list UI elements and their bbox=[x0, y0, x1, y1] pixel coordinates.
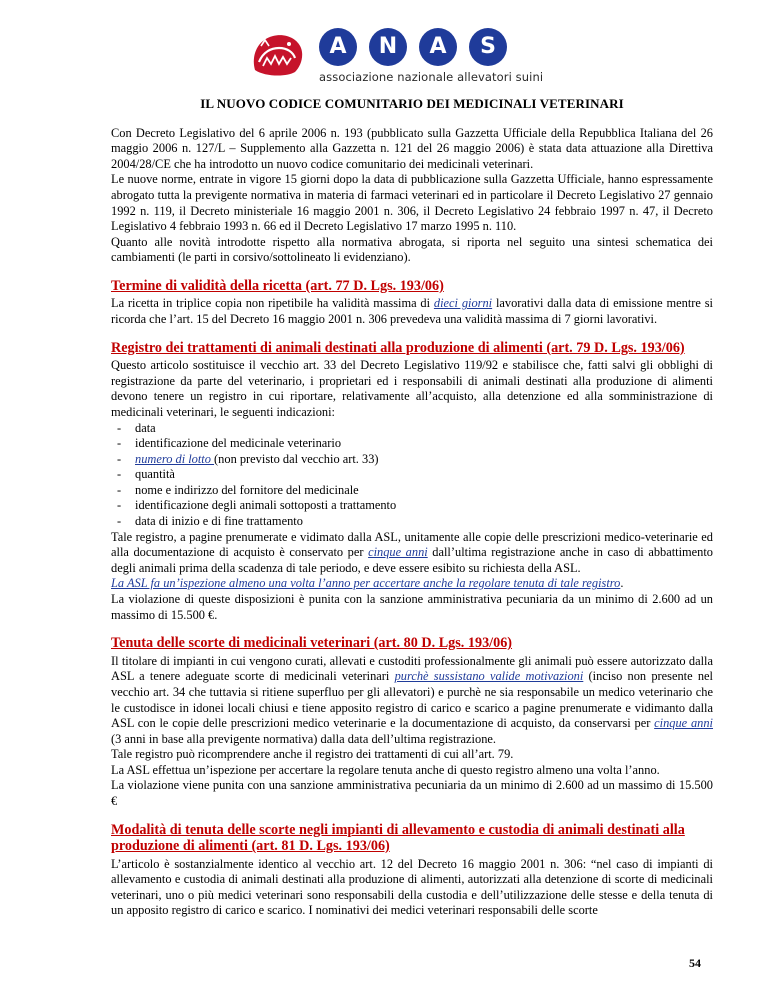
emphasis-text: purchè sussistano valide motivazioni bbox=[394, 669, 584, 684]
list-item bbox=[111, 421, 713, 437]
section-heading-registro-trattamenti: Registro dei trattamenti di animali destinati alla produzione di alimenti (art. 79 D. Lgs. 193/06) bbox=[111, 339, 685, 356]
text-span: La ricetta in triplice copia non ripetibile ha validità massima di bbox=[111, 296, 434, 311]
section-paragraph-validita-ricetta bbox=[111, 296, 713, 327]
section-paragraph-registro-sanzione: La violazione di queste disposizioni è punita con la sanzione amministrativa pecuniaria da un minimo di 2.600 ad un massimo di 15.500 €. bbox=[111, 592, 713, 622]
list-item-text: identificazione del medicinale veterinario bbox=[135, 436, 342, 451]
intro-paragraph-1: Con Decreto Legislativo del 6 aprile 2006 n. 193 (pubblicato sulla Gazzetta Ufficiale della Repubblica Italiana del 26 maggio 2006 n. 127/L – Supplemento alla Gazzetta n. 121 del 26 maggio 2006) è stata data attuazione alla Direttiva 2004/28/CE che ha introdotto un nuovo codice comunitario dei medicinali veterinari. bbox=[111, 125, 713, 171]
section-paragraph-modalita-tenuta: L’articolo è sostanzialmente identico al vecchio art. 12 del Decreto 16 maggio 2001 n. 306: “nel caso di impianti di allevamento e custodia di animali destinati alla produzione di alimenti, autorizzati alla detenzione di scorte di medicinali veterinari, uno o più medici veterinari sono responsabili della custodia e dell’utilizzazione delle stesse e della tenuta di un apposito registro di carico e scarico. I nominativi dei medici veterinari responsabili delle scorte bbox=[111, 856, 713, 918]
list-dash: - bbox=[117, 498, 122, 513]
emphasis-text: dieci giorni bbox=[433, 296, 493, 311]
list-item-text: quantità bbox=[135, 467, 175, 482]
intro-paragraph-2: Le nuove norme, entrate in vigore 15 giorni dopo la data di pubblicazione sulla Gazzetta Ufficiale, hanno espressamente abrogato tutta la previgente normativa in materia di farmaci veterinari ed in particolare il Decreto Legislativo 27 gennaio 1992 n. 119, il Decreto ministeriale 16 maggio 2001 n. 306, il Decreto Legislativo 24 febbraio 1997 n. 47, il Decreto Legislativo 4 febbraio 1993 n. 66 ed il Decreto Legislativo 17 marzo 1995 n. 110. bbox=[111, 172, 713, 234]
document-title: IL NUOVO CODICE COMUNITARIO DEI MEDICINALI VETERINARI bbox=[200, 96, 624, 111]
intro-paragraph-3: Quanto alle novità introdotte rispetto alla normativa abrogata, si riporta nel seguito una sintesi schematica dei cambiamenti (le parti in corsivo/sottolineato li evidenziano). bbox=[111, 234, 713, 265]
list-item-text: identificazione degli animali sottoposti a trattamento bbox=[135, 498, 397, 513]
logo-letter-s: S bbox=[469, 28, 507, 66]
emphasis-text: La ASL fa un’ispezione almeno una volta l’anno per accertare anche la regolare tenuta di tale registro bbox=[111, 576, 621, 591]
section-paragraph-registro-conservazione bbox=[111, 530, 713, 577]
list-item-text: data di inizio e di fine trattamento bbox=[135, 514, 303, 529]
section-paragraph-registro-ispezione bbox=[111, 576, 713, 592]
logo-letter-n: N bbox=[369, 28, 407, 66]
list-dash: - bbox=[117, 436, 122, 451]
list-dash: - bbox=[117, 467, 122, 482]
page-number: 54 bbox=[689, 956, 701, 970]
list-item bbox=[111, 452, 713, 468]
logo-letter-a1: A bbox=[319, 28, 357, 66]
logo-subtitle: associazione nazionale allevatori suini bbox=[319, 70, 544, 84]
list-item bbox=[111, 483, 713, 499]
section-paragraph-tenuta-ispezione: La ASL effettua un’ispezione per accertare la regolare tenuta anche di questo registro almeno una volta l’anno. bbox=[111, 762, 660, 777]
list-dash: - bbox=[117, 514, 122, 529]
list-item bbox=[111, 467, 713, 483]
list-dash: - bbox=[117, 451, 122, 466]
text-span: dall’ultima registrazione anche in caso di abbattimento degli animali prima della scadenza di tale periodo, e deve essere esibito su richiesta della ASL. bbox=[111, 545, 714, 575]
text-span: Tale registro, a pagine prenumerate e vidimato dalla ASL, unitamente alle copie delle prescrizioni medico-veterinarie ed alla documentazione di acquisto è conservato per bbox=[111, 529, 713, 560]
section-heading-modalita-tenuta: Modalità di tenuta delle scorte negli impianti di allevamento e custodia di animali destinati alla produzione di alimenti (art. 81 D. Lgs. 193/06) bbox=[111, 821, 685, 855]
logo-letter-a2: A bbox=[419, 28, 457, 66]
list-item bbox=[111, 498, 713, 514]
section-heading-tenuta-scorte: Tenuta delle scorte di medicinali veterinari (art. 80 D. Lgs. 193/06) bbox=[111, 635, 513, 652]
list-item bbox=[111, 436, 713, 452]
list-item-text: data bbox=[135, 420, 156, 435]
section-heading-validita-ricetta: Termine di validità della ricetta (art. 77 D. Lgs. 193/06) bbox=[111, 277, 444, 294]
section-paragraph-registro-intro: Questo articolo sostituisce il vecchio art. 33 del Decreto Legislativo 119/92 e stabilisce che, fatti salvi gli obblighi di registrazione da parte del veterinario, i proprietari ed i responsabili di animali destinati alla produzione di alimenti devono tenere un registro in cui riportare, relativamente all’acquisto, alla detenzione ed alla somministrazione di medicinali veterinari, le seguenti indicazioni: bbox=[111, 358, 713, 419]
pig-emblem-icon bbox=[249, 30, 305, 78]
text-span: (inciso non presente nel vecchio art. 34 che tuttavia si ritiene superfluo per gli allevatori) e purchè ne sia responsabile un medico veterinario che le custodisce in idonei locali chiusi e tiene apposito registro di carico e scarico a pagine prenumerate e vidimanto dalla ASL con le copie delle prescrizioni medico veterinarie e la documentazione di acquisto, da conservarsi per bbox=[111, 669, 713, 731]
text-span: lavorativi dalla data di emissione mentre si ricorda che l’art. 15 del Decreto 16 maggio 2001 n. 306 prevedeva una validità massima di 7 giorni lavorativi. bbox=[111, 296, 714, 327]
emphasis-text: cinque anni bbox=[654, 716, 714, 731]
document-body bbox=[111, 96, 713, 919]
list-item-text: (non previsto dal vecchio art. 33) bbox=[214, 451, 379, 466]
emphasis-text: numero di lotto bbox=[135, 451, 215, 466]
text-span: Il titolare di impianti in cui vengono curati, allevati e custoditi professionalmente gli animali può essere autorizzato dalla ASL a tenere adeguate scorte di medicinali veterinari bbox=[111, 653, 713, 684]
list-item-text: nome e indirizzo del fornitore del medicinale bbox=[135, 482, 359, 497]
emphasis-text: cinque anni bbox=[368, 545, 428, 560]
section-paragraph-tenuta-scorte bbox=[111, 654, 713, 748]
list-item bbox=[111, 514, 713, 530]
text-span: (3 anni in base alla previgente normativa) dalla data dell’ultima registrazione. bbox=[111, 731, 496, 746]
registro-indicazioni-list bbox=[111, 421, 713, 530]
section-paragraph-tenuta-registro: Tale registro può ricomprendere anche il registro dei trattamenti di cui all’art. 79. bbox=[111, 747, 514, 762]
section-paragraph-tenuta-sanzione: La violazione viene punita con una sanzione amministrativa pecuniaria da un minimo di 2.600 ad un massimo di 15.500 € bbox=[111, 778, 713, 809]
text-span: . bbox=[620, 576, 624, 591]
list-dash: - bbox=[117, 420, 122, 435]
anas-logo bbox=[249, 22, 544, 88]
list-dash: - bbox=[117, 482, 122, 497]
